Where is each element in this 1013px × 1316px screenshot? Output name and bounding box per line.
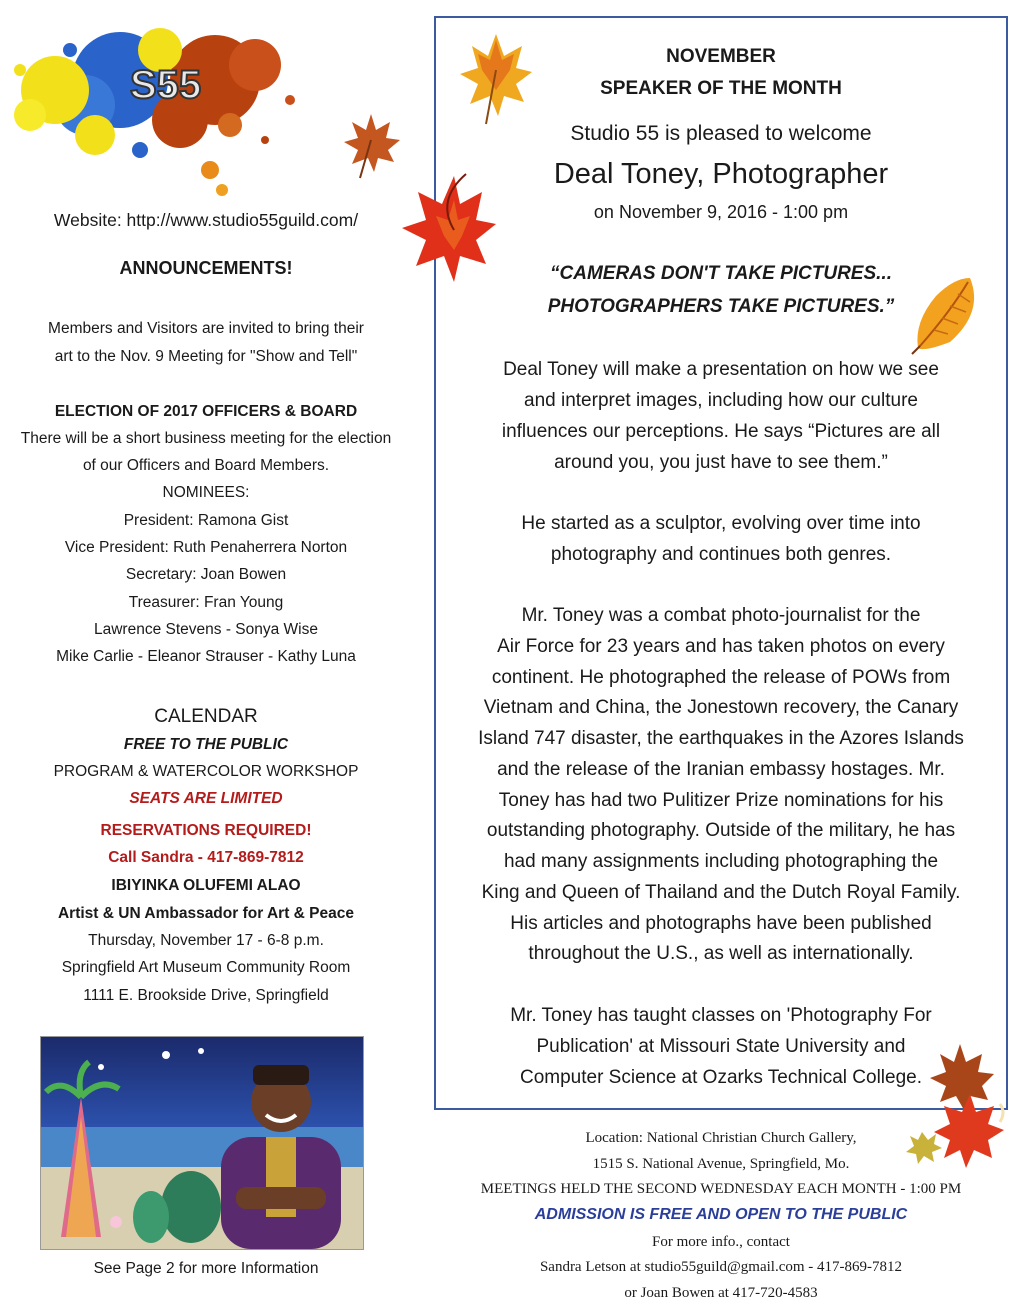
- footer-admission: ADMISSION IS FREE AND OPEN TO THE PUBLIC: [534, 1206, 908, 1223]
- calendar-date: Thursday, November 17 - 6-8 p.m.: [88, 932, 324, 949]
- para4-line-2: Publication' at Missouri State University and: [536, 1036, 906, 1057]
- para3-line-3: continent. He photographed the release of POWs from: [491, 667, 951, 688]
- para3-line-6: and the release of the Iranian embassy hostages. Mr.: [497, 759, 945, 780]
- nominee-board-1: Lawrence Stevens - Sonya Wise: [94, 621, 318, 638]
- maple-leaf-icon: [338, 110, 404, 180]
- election-text-2: of our Officers and Board Members.: [82, 457, 330, 474]
- website-url[interactable]: Website: http://www.studio55guild.com/: [53, 210, 359, 230]
- nominee-secretary: Secretary: Joan Bowen: [125, 566, 287, 583]
- para3-line-9: had many assignments including photographing the: [503, 851, 939, 872]
- para1-line-1: Deal Toney will make a presentation on how we see: [503, 359, 939, 380]
- para4-line-3: Computer Science at Ozarks Technical College.: [519, 1067, 922, 1088]
- see-page-2: See Page 2 for more Information: [93, 1260, 319, 1277]
- speaker-heading: SPEAKER OF THE MONTH: [600, 78, 842, 99]
- para3-line-5: Island 747 disaster, the earthquakes in the Azores Islands: [478, 728, 964, 749]
- announcements-title: ANNOUNCEMENTS!: [119, 258, 293, 278]
- para3-line-12: throughout the U.S., as well as internationally.: [528, 943, 914, 964]
- election-title: ELECTION OF 2017 OFFICERS & BOARD: [54, 403, 358, 420]
- quote-line-1: “CAMERAS DON'T TAKE PICTURES...: [550, 263, 892, 284]
- calendar-call: Call Sandra - 417-869-7812: [108, 849, 304, 866]
- footer-more-info: For more info., contact: [652, 1234, 790, 1250]
- calendar-venue: Springfield Art Museum Community Room: [61, 959, 351, 976]
- left-column: [0, 0, 412, 1316]
- para3-line-4: Vietnam and China, the Jonestown recovery, the Canary: [483, 697, 959, 718]
- para1-line-3: influences our perceptions. He says “Pictures are all: [501, 421, 941, 442]
- show-tell-line-2: art to the Nov. 9 Meeting for "Show and Tell": [54, 348, 358, 365]
- calendar-seats: SEATS ARE LIMITED: [129, 790, 283, 807]
- para3-line-1: Mr. Toney was a combat photo-journalist for the: [521, 605, 921, 626]
- calendar-free: FREE TO THE PUBLIC: [123, 736, 289, 753]
- para2-line-1: He started as a sculptor, evolving over time into: [521, 513, 921, 534]
- speaker-month: NOVEMBER: [666, 46, 776, 67]
- calendar-address: 1111 E. Brookside Drive, Springfield: [83, 987, 329, 1004]
- para3-line-8: outstanding photography. Outside of the military, he has: [486, 820, 956, 841]
- nominee-treasurer: Treasurer: Fran Young: [128, 594, 284, 611]
- para3-line-10: King and Queen of Thailand and the Dutch Royal Family.: [481, 882, 961, 903]
- logo-text: S55: [130, 63, 202, 107]
- footer-contact-2: or Joan Bowen at 417-720-4583: [624, 1285, 818, 1301]
- nominees-label: NOMINEES:: [162, 484, 250, 501]
- calendar-artist-role: Artist & UN Ambassador for Art & Peace: [57, 905, 354, 922]
- calendar-title: CALENDAR: [154, 706, 258, 727]
- nominee-vice-president: Vice President: Ruth Penaherrera Norton: [64, 539, 348, 556]
- calendar-artist: IBIYINKA OLUFEMI ALAO: [111, 877, 301, 894]
- welcome-text: Studio 55 is pleased to welcome: [570, 122, 872, 145]
- footer-meetings: MEETINGS HELD THE SECOND WEDNESDAY EACH MONTH - 1:00 PM: [480, 1181, 962, 1197]
- para1-line-4: around you, you just have to see them.”: [554, 452, 888, 473]
- footer-contact-1[interactable]: Sandra Letson at studio55guild@gmail.com - 417-869-7812: [539, 1259, 903, 1275]
- nominee-president: President: Ramona Gist: [123, 512, 289, 529]
- election-text-1: There will be a short business meeting for the election: [20, 430, 392, 447]
- calendar-reservations: RESERVATIONS REQUIRED!: [100, 822, 312, 839]
- leaf-cluster-icon: [900, 1040, 1010, 1172]
- footer-location: Location: National Christian Church Gallery,: [585, 1130, 857, 1146]
- artist-photo: [40, 1036, 364, 1250]
- speaker-name: Deal Toney, Photographer: [553, 158, 889, 190]
- show-tell-line-1: Members and Visitors are invited to bring their: [48, 320, 364, 337]
- para1-line-2: and interpret images, including how our culture: [524, 390, 918, 411]
- para3-line-11: His articles and photographs have been published: [510, 913, 932, 934]
- quote-line-2: PHOTOGRAPHERS TAKE PICTURES.”: [547, 296, 895, 317]
- para3-line-2: Air Force for 23 years and has taken photos on every: [497, 636, 945, 657]
- nominee-board-2: Mike Carlie - Eleanor Strauser - Kathy Luna: [56, 648, 356, 665]
- studio55-logo: [0, 10, 330, 210]
- speaker-date: on November 9, 2016 - 1:00 pm: [593, 202, 849, 222]
- calendar-program: PROGRAM & WATERCOLOR WORKSHOP: [53, 763, 359, 780]
- footer-address: 1515 S. National Avenue, Springfield, Mo.: [592, 1156, 850, 1172]
- para3-line-7: Toney has had two Pulitizer Prize nominations for his: [498, 790, 944, 811]
- para4-line-1: Mr. Toney has taught classes on 'Photography For: [510, 1005, 932, 1026]
- para2-line-2: photography and continues both genres.: [550, 544, 892, 565]
